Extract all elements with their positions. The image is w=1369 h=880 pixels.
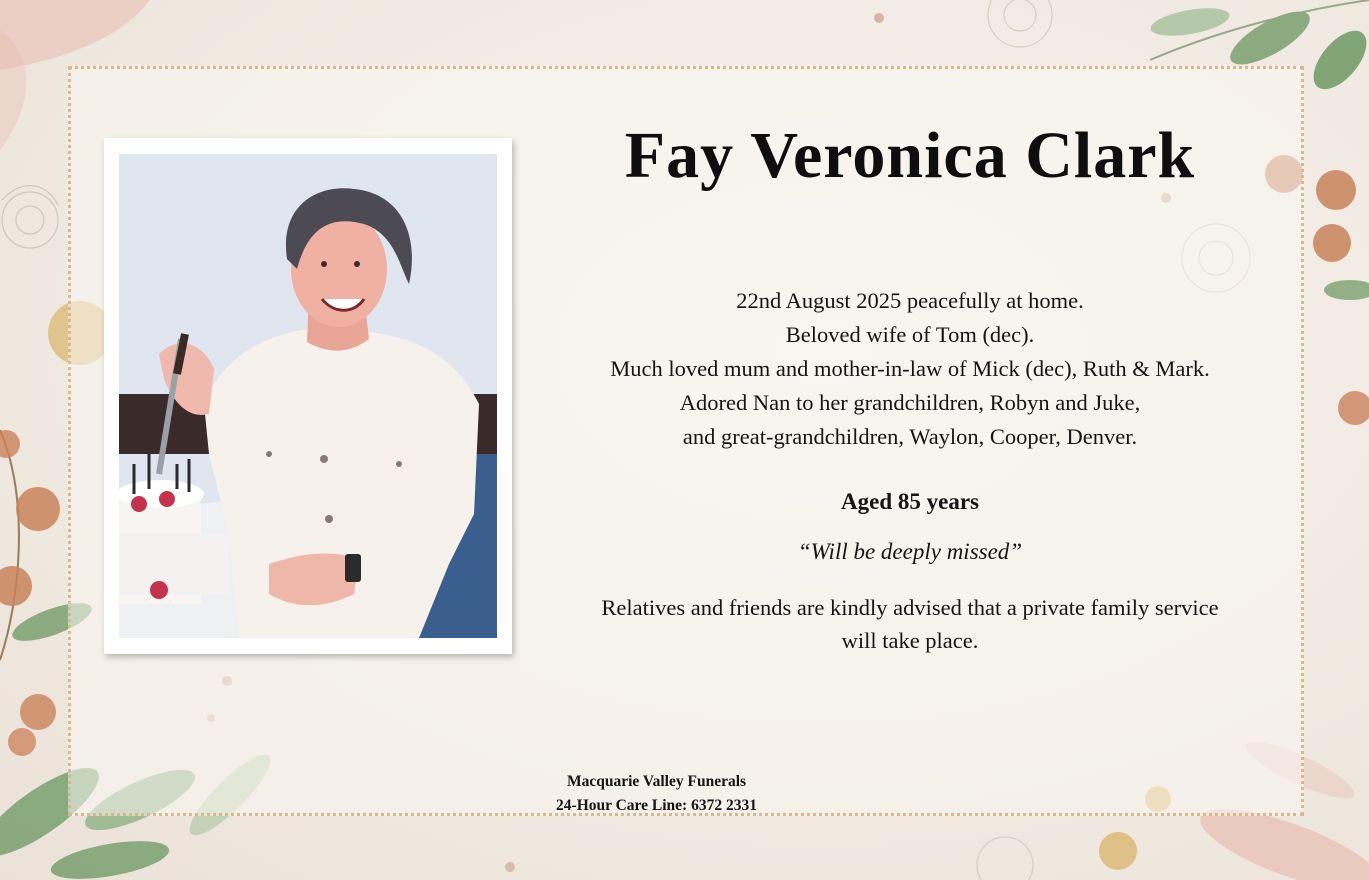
deceased-name: Fay Veronica Clark [624, 119, 1196, 192]
notice-body [530, 284, 1290, 454]
service-line: will take place. [841, 628, 979, 653]
notice-line: 22nd August 2025 peacefully at home. [736, 288, 1084, 313]
age-text: Aged 85 years [841, 489, 979, 514]
portrait-photo-frame [104, 138, 512, 654]
notice-line: and great-grandchildren, Waylon, Cooper, Denver. [682, 424, 1138, 449]
care-line-phone: 24-Hour Care Line: 6372 2331 [556, 797, 757, 814]
notice-line: Adored Nan to her grandchildren, Robyn and Juke, [679, 390, 1141, 415]
service-notice [530, 591, 1290, 657]
funeral-home-footer [500, 770, 813, 818]
funeral-home-name: Macquarie Valley Funerals [566, 773, 747, 790]
memorial-quote: “Will be deeply missed” [797, 539, 1023, 564]
notice-line: Beloved wife of Tom (dec). [785, 322, 1035, 347]
portrait-photo [119, 154, 497, 638]
service-line: Relatives and friends are kindly advised that a private family service [601, 595, 1219, 620]
notice-line: Much loved mum and mother-in-law of Mick (dec), Ruth & Mark. [610, 356, 1210, 381]
